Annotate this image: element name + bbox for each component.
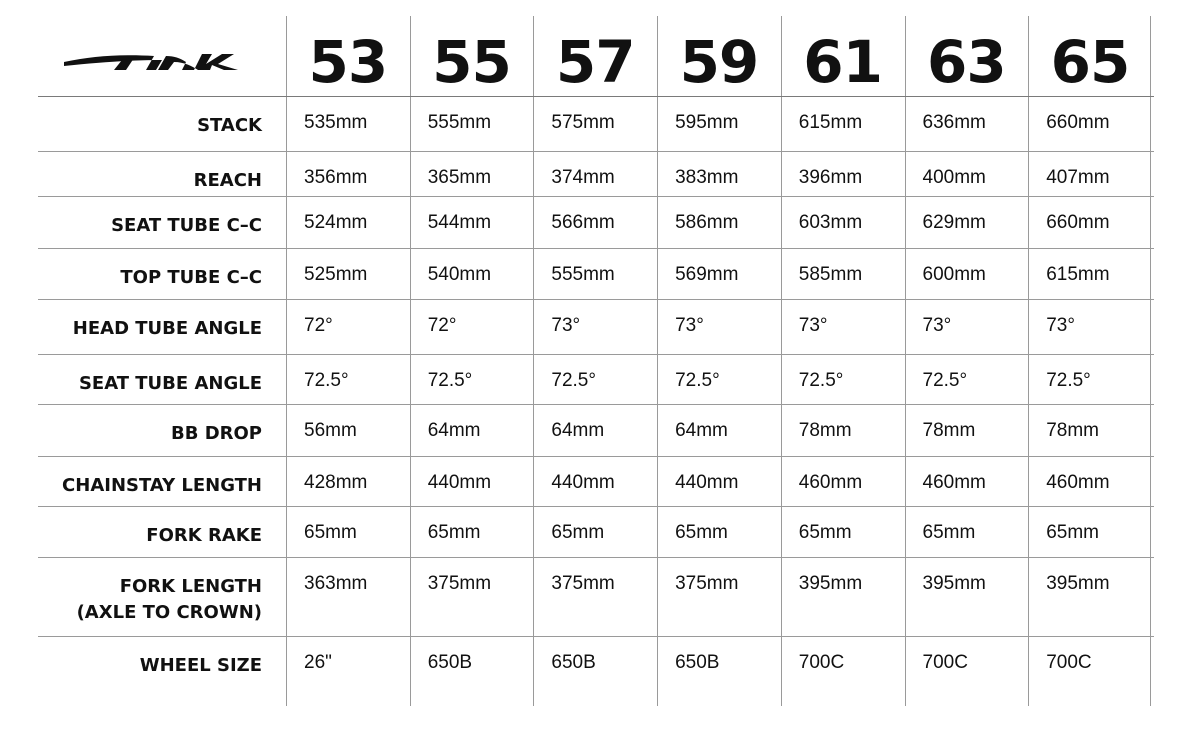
table-cell: 600mm <box>922 264 986 285</box>
table-cell: 65mm <box>304 522 357 543</box>
table-cell: 65mm <box>1046 522 1099 543</box>
table-cell: 440mm <box>427 472 492 493</box>
table-cell: 73° <box>798 315 828 336</box>
table-cell: 615mm <box>1046 264 1110 285</box>
row-divider <box>38 96 1154 97</box>
table-cell: 586mm <box>675 212 739 233</box>
row-label: SEAT TUBE C–C <box>111 215 262 236</box>
table-cell: 72.5° <box>1046 370 1091 391</box>
table-cell: 535mm <box>304 112 368 133</box>
table-cell: 374mm <box>551 167 615 188</box>
table-cell: 383mm <box>675 167 739 188</box>
table-cell: 595mm <box>675 112 739 133</box>
row-divider <box>38 248 1154 249</box>
row-label: CHAINSTAY LENGTH <box>62 475 262 496</box>
table-cell: 395mm <box>798 573 863 594</box>
row-divider <box>38 404 1154 405</box>
table-cell: 65mm <box>675 522 728 543</box>
table-cell: 72.5° <box>922 370 968 391</box>
row-label: FORK LENGTH <box>119 576 262 597</box>
row-divider <box>38 299 1154 300</box>
table-cell: 524mm <box>304 212 368 233</box>
row-divider <box>38 151 1154 152</box>
table-cell: 650B <box>427 652 473 673</box>
row-label: TOP TUBE C–C <box>120 267 262 288</box>
row-divider <box>38 354 1154 355</box>
column-divider <box>410 16 411 706</box>
size-header: 65 <box>1050 28 1130 96</box>
table-cell: 72.5° <box>427 370 473 391</box>
table-cell: 650B <box>551 652 596 673</box>
table-cell: 64mm <box>427 420 481 441</box>
table-cell: 440mm <box>551 472 615 493</box>
table-cell: 73° <box>1046 315 1075 336</box>
table-cell: 72.5° <box>551 370 596 391</box>
column-divider <box>286 16 287 706</box>
column-divider <box>905 16 906 706</box>
table-cell: 26" <box>304 652 332 673</box>
table-cell: 660mm <box>1046 112 1110 133</box>
table-cell: 660mm <box>1046 212 1110 233</box>
table-cell: 73° <box>675 315 704 336</box>
table-cell: 460mm <box>922 472 986 493</box>
table-cell: 395mm <box>1046 573 1110 594</box>
table-cell: 650B <box>675 652 720 673</box>
row-label: (AXLE TO CROWN) <box>76 602 262 623</box>
table-cell: 585mm <box>798 264 863 285</box>
row-divider <box>38 506 1154 507</box>
table-cell: 544mm <box>427 212 492 233</box>
row-divider <box>38 636 1154 637</box>
table-cell: 356mm <box>304 167 368 188</box>
table-cell: 569mm <box>675 264 739 285</box>
table-cell: 72.5° <box>798 370 844 391</box>
size-header: 61 <box>803 28 882 96</box>
table-cell: 566mm <box>551 212 615 233</box>
column-divider <box>1028 16 1029 706</box>
table-cell: 78mm <box>798 420 852 441</box>
table-cell: 363mm <box>304 573 368 594</box>
size-header: 63 <box>926 28 1006 96</box>
table-cell: 575mm <box>551 112 615 133</box>
table-cell: 73° <box>922 315 952 336</box>
size-header: 53 <box>308 28 388 96</box>
table-cell: 375mm <box>427 573 492 594</box>
table-cell: 73° <box>551 315 581 336</box>
table-cell: 700C <box>1046 652 1092 673</box>
table-cell: 629mm <box>922 212 986 233</box>
table-cell: 525mm <box>304 264 368 285</box>
table-cell: 72° <box>304 315 333 336</box>
table-cell: 555mm <box>427 112 492 133</box>
table-cell: 65mm <box>551 522 605 543</box>
brand-logo-icon <box>62 44 262 74</box>
size-header: 55 <box>432 28 511 96</box>
row-label: HEAD TUBE ANGLE <box>72 318 262 339</box>
row-label: SEAT TUBE ANGLE <box>78 373 262 394</box>
column-divider <box>533 16 534 706</box>
table-cell: 375mm <box>551 573 615 594</box>
table-cell: 72.5° <box>675 370 720 391</box>
table-cell: 64mm <box>675 420 728 441</box>
table-cell: 440mm <box>675 472 739 493</box>
table-cell: 365mm <box>427 167 492 188</box>
table-cell: 396mm <box>798 167 863 188</box>
table-cell: 65mm <box>922 522 976 543</box>
table-cell: 400mm <box>922 167 986 188</box>
size-header: 57 <box>555 28 635 96</box>
column-divider <box>781 16 782 706</box>
table-cell: 460mm <box>798 472 863 493</box>
table-cell: 395mm <box>922 573 986 594</box>
table-cell: 56mm <box>304 420 357 441</box>
table-cell: 78mm <box>922 420 976 441</box>
row-label: FORK RAKE <box>146 525 262 546</box>
row-label: STACK <box>197 115 262 136</box>
row-label: BB DROP <box>170 423 262 444</box>
row-divider <box>38 456 1154 457</box>
table-cell: 460mm <box>1046 472 1110 493</box>
size-header: 59 <box>679 28 759 96</box>
table-cell: 78mm <box>1046 420 1099 441</box>
geometry-table <box>38 16 1154 706</box>
table-cell: 64mm <box>551 420 605 441</box>
row-label: REACH <box>193 170 262 191</box>
table-cell: 700C <box>922 652 968 673</box>
table-cell: 603mm <box>798 212 863 233</box>
table-cell: 72° <box>427 315 457 336</box>
table-cell: 428mm <box>304 472 368 493</box>
row-divider <box>38 196 1154 197</box>
table-cell: 540mm <box>427 264 492 285</box>
table-cell: 615mm <box>798 112 863 133</box>
table-cell: 555mm <box>551 264 615 285</box>
table-cell: 407mm <box>1046 167 1110 188</box>
row-divider <box>38 557 1154 558</box>
column-divider <box>657 16 658 706</box>
table-cell: 65mm <box>427 522 481 543</box>
table-cell: 65mm <box>798 522 852 543</box>
table-cell: 375mm <box>675 573 739 594</box>
row-label: WHEEL SIZE <box>139 655 262 676</box>
table-cell: 72.5° <box>304 370 349 391</box>
table-cell: 700C <box>798 652 845 673</box>
column-divider <box>1150 16 1151 706</box>
table-cell: 636mm <box>922 112 986 133</box>
